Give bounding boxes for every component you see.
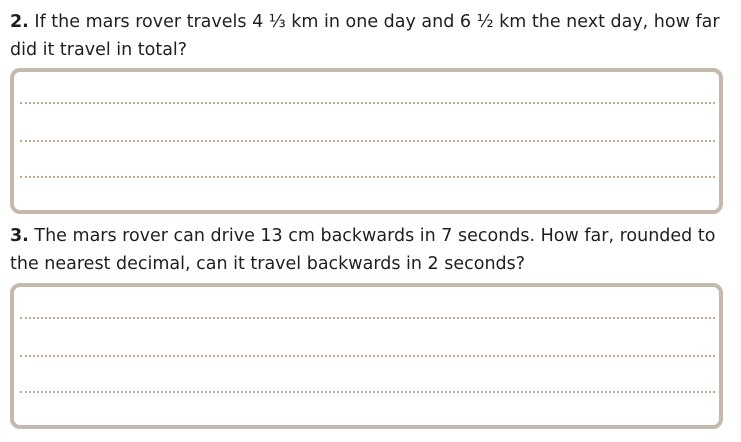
question-number: 3. bbox=[10, 226, 29, 246]
answer-line bbox=[20, 102, 715, 104]
question-3 bbox=[10, 222, 740, 278]
answer-line bbox=[20, 355, 715, 357]
question-2 bbox=[10, 8, 740, 64]
question-text: If the mars rover travels 4 ⅓ km in one day and 6 ½ km the next day, how far did it travel in total? bbox=[10, 12, 720, 60]
answer-line bbox=[20, 391, 715, 393]
question-number: 2. bbox=[10, 12, 29, 32]
answer-line bbox=[20, 140, 715, 142]
answer-line bbox=[20, 317, 715, 319]
answer-box-question-2[interactable] bbox=[10, 68, 723, 214]
answer-box-question-3[interactable] bbox=[10, 283, 723, 429]
answer-line bbox=[20, 176, 715, 178]
question-text: The mars rover can drive 13 cm backwards in 7 seconds. How far, rounded to the nearest decimal, can it travel backwards in 2 seconds? bbox=[10, 226, 716, 274]
